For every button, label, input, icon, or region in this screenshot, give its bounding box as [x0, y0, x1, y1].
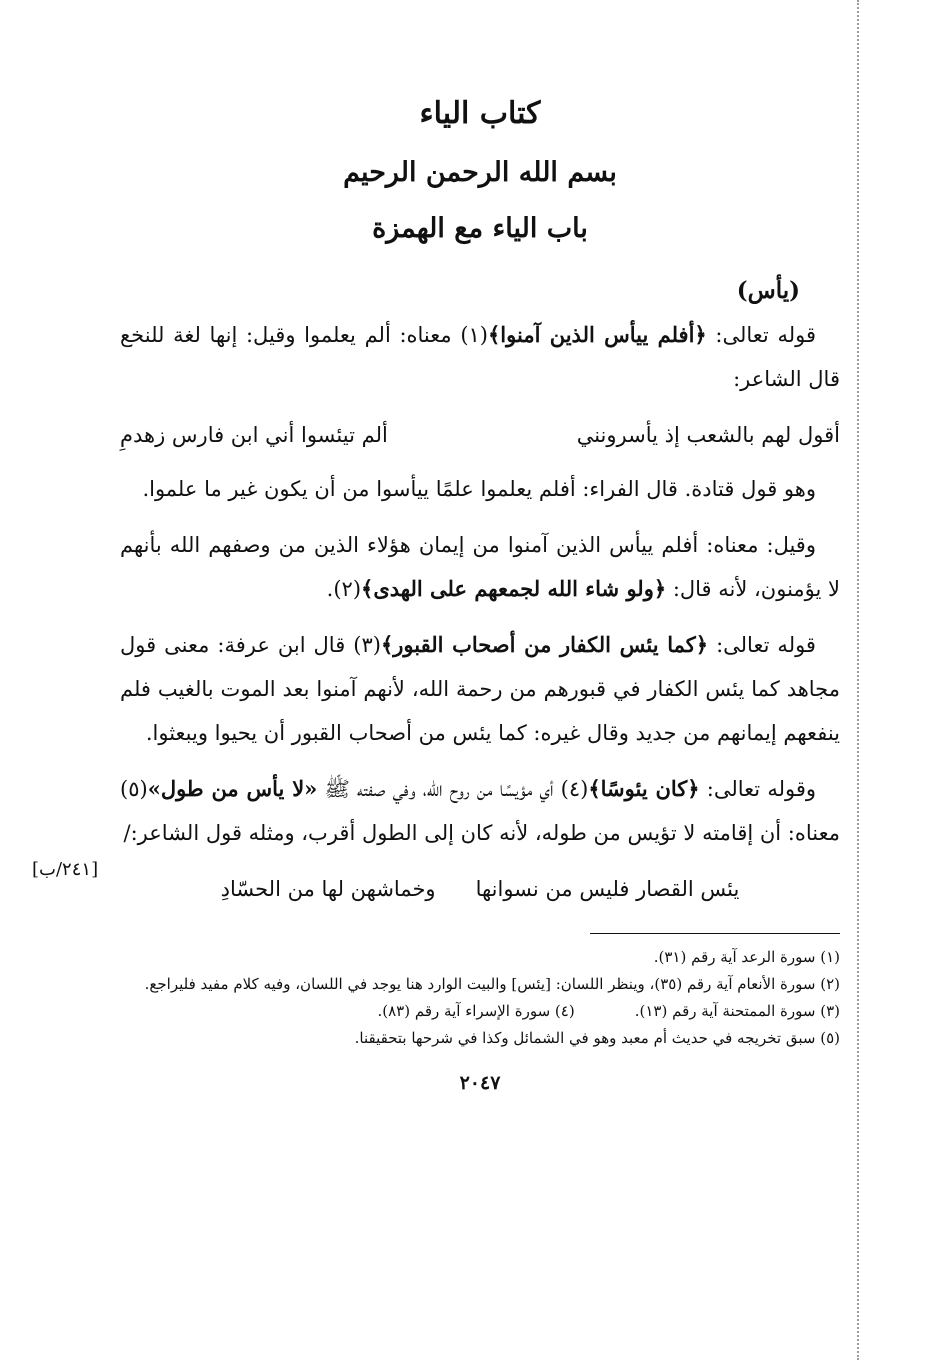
footnote-row-3-4 — [120, 998, 840, 1025]
p5-text: (٥) معناه: أن إقامته لا تؤيس من طوله، لأنه كان إلى الطول أقرب، ومثله قول الشاعر:/ — [120, 777, 840, 845]
paragraph-2: وهو قول قتادة. قال الفراء: أفلم يعلموا علمًا ييأسوا من أن يكون غير ما علموا. — [142, 477, 816, 501]
p3-quran-quote: ﴿ولو شاء الله لجمعهم على الهدى﴾ — [361, 576, 667, 601]
paragraph-5 — [120, 767, 840, 855]
binding-edge-dots — [857, 0, 859, 1360]
verse2-first-hemistich: يئس القصار فليس من نسوانها — [475, 877, 740, 901]
p5-text-mid: (٤) أي مؤيسًا من روح الله، وفي صفته ﷺ — [317, 777, 589, 801]
document-page — [32, 95, 840, 1094]
root-entry-heading: (يأس) — [736, 277, 800, 304]
basmala-heading: بسم الله الرحمن الرحيم — [343, 157, 617, 188]
footnote-3: (٣) سورة الممتحنة آية رقم (١٣). — [634, 1002, 840, 1020]
page-number: ٢٠٤٧ — [459, 1072, 501, 1094]
p4-intro: قوله تعالى: — [708, 633, 816, 657]
paragraph-5-wrap — [32, 767, 840, 880]
p4-quran-quote: ﴿كما يئس الكفار من أصحاب القبور﴾ — [380, 632, 709, 657]
paragraph-4 — [120, 623, 840, 755]
footnote-1: (١) سورة الرعد آية رقم (٣١). — [653, 948, 840, 966]
footnote-2: (٢) سورة الأنعام آية رقم (٣٥)، وينظر اللسان: [يئس] والبيت الوارد هنا يوجد في اللسان، وفيه كلام مفيد فليراجع. — [144, 975, 840, 993]
paragraph-3 — [120, 523, 840, 611]
paragraph-1 — [120, 313, 840, 401]
book-title: كتاب الياء — [419, 96, 541, 131]
verse1-second-hemistich: ألم تيئسوا أني ابن فارس زهدمِ — [120, 423, 388, 447]
verse2-second-hemistich: وخماشهن لها من الحسّادِ — [220, 877, 436, 901]
p1-intro: قوله تعالى: — [706, 323, 816, 347]
chapter-heading: باب الياء مع الهمزة — [372, 213, 588, 244]
poetry-verse-1 — [120, 413, 840, 457]
footnotes — [120, 944, 840, 1052]
p5-intro: وقوله تعالى: — [699, 777, 817, 801]
manuscript-folio-reference: [٢٤١/ب] — [32, 859, 99, 880]
p3-text-b: (٢). — [326, 577, 362, 601]
footnote-separator — [590, 933, 840, 934]
p5-hadith-quote: «لا يأس من طول» — [147, 776, 318, 801]
p5-quran-quote: ﴿كان يئوسًا﴾ — [588, 776, 700, 801]
verse1-first-hemistich: أقول لهم بالشعب إذ يأسرونني — [576, 423, 840, 447]
p3-text-a: وقيل: معناه: أفلم ييأس الذين آمنوا من إيمان هؤلاء الذين من وصفهم الله بأنهم لا يؤمنون، لأنه قال: — [120, 533, 840, 601]
footnote-5: (٥) سبق تخريجه في حديث أم معبد وهو في الشمائل وكذا في شرحها بتحقيقنا. — [354, 1029, 840, 1047]
p1-text: (١) معناه: ألم يعلموا وقيل: إنها لغة للنخع قال الشاعر: — [120, 323, 840, 391]
footnote-4: (٤) سورة الإسراء آية رقم (٨٣). — [377, 1002, 575, 1020]
p4-text: (٣) قال ابن عرفة: معنى قول مجاهد كما يئس الكفار في قبورهم من رحمة الله، لأنهم آمنوا بعد الموت بالغيب فلم ينفعهم إيمانهم من جديد وقال غيره: كما يئس من أصحاب القبور أن يحيوا ويبعثوا. — [120, 633, 840, 745]
p1-quran-quote: ﴿أفلم ييأس الذين آمنوا﴾ — [488, 322, 707, 347]
poetry-verse-2 — [120, 867, 840, 911]
